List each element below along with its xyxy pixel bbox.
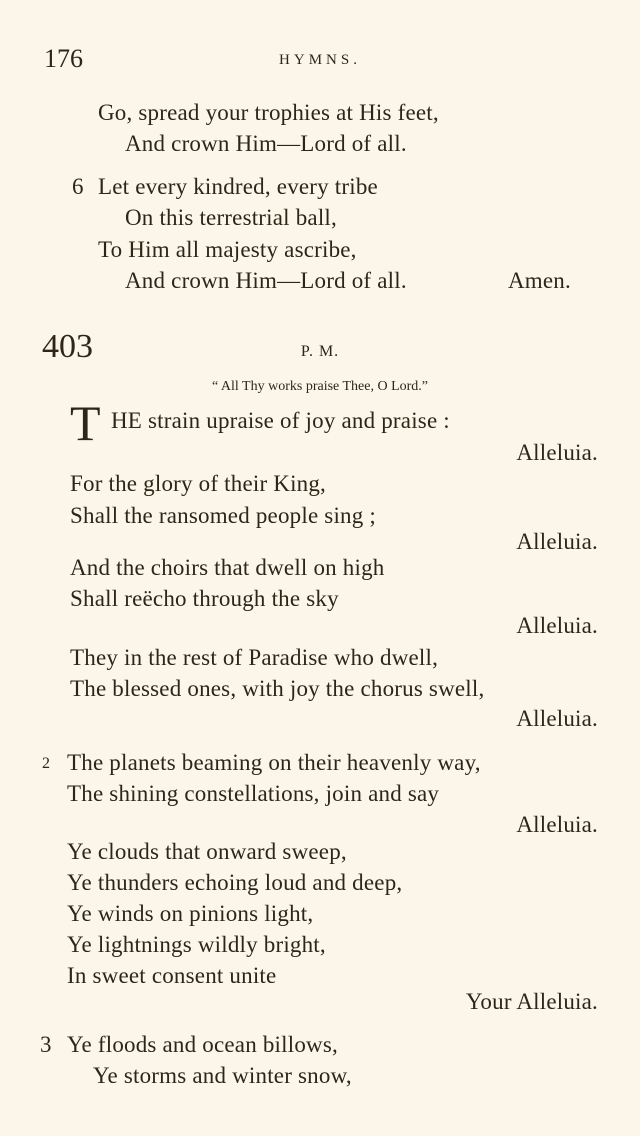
drop-cap: T: [70, 395, 101, 451]
page-number: 176: [44, 44, 83, 73]
verse-line: On this terrestrial ball,: [125, 205, 337, 230]
verse-line: They in the rest of Paradise who dwell,: [70, 645, 439, 670]
verse-line: Ye thunders echoing loud and deep,: [67, 870, 403, 895]
verse-line: The planets beaming on their heavenly way,: [67, 750, 481, 775]
verse-line: The shining constellations, join and say: [67, 781, 440, 806]
verse-line: Ye storms and winter snow,: [93, 1063, 352, 1088]
verse-line: And crown Him—Lord of all.: [125, 131, 407, 156]
refrain: Alleluia.: [516, 440, 598, 465]
refrain: Alleluia.: [516, 812, 598, 837]
refrain: Alleluia.: [516, 529, 598, 554]
verse-line: In sweet consent unite: [67, 963, 277, 988]
verse-line: HE strain upraise of joy and praise :: [111, 408, 450, 433]
hymn-number: 403: [42, 328, 93, 365]
verse-number: 2: [42, 755, 50, 772]
verse-number: 3: [40, 1032, 52, 1057]
verse-line: To Him all majesty ascribe,: [98, 237, 357, 262]
running-title: HYMNS.: [279, 52, 361, 68]
refrain: Alleluia.: [516, 706, 598, 731]
verse-line: Let every kindred, every tribe: [98, 174, 378, 199]
amen: Amen.: [508, 268, 571, 293]
hymn-meter: P. M.: [300, 343, 340, 360]
verse-line: Ye clouds that onward sweep,: [67, 839, 347, 864]
refrain: Alleluia.: [516, 613, 598, 638]
hymn-epigraph: “ All Thy works praise Thee, O Lord.”: [211, 379, 429, 394]
verse-line: Go, spread your trophies at His feet,: [98, 100, 439, 125]
verse-line: And crown Him—Lord of all.: [125, 268, 407, 293]
verse-line: For the glory of their King,: [70, 471, 327, 496]
verse-line: The blessed ones, with joy the chorus swell,: [70, 676, 485, 701]
verse-line: Ye lightnings wildly bright,: [67, 932, 326, 957]
verse-number: 6: [72, 174, 84, 199]
verse-line: And the choirs that dwell on high: [70, 555, 385, 580]
verse-line: Ye floods and ocean billows,: [67, 1032, 338, 1057]
verse-line: Shall reëcho through the sky: [70, 586, 339, 611]
verse-line: Shall the ransomed people sing ;: [70, 503, 376, 528]
refrain: Your Alleluia.: [465, 989, 598, 1014]
verse-line: Ye winds on pinions light,: [67, 901, 314, 926]
